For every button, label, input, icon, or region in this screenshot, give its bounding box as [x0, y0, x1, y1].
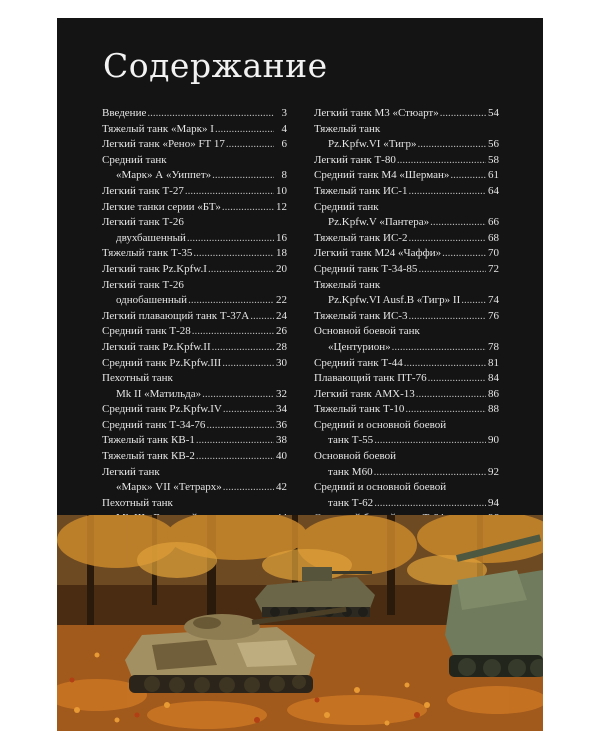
toc-leader-dots — [374, 433, 486, 449]
toc-entry-title: Тяжелый танк КВ-1 — [102, 434, 195, 447]
toc-page-number: 42 — [276, 481, 287, 494]
toc-entry-title: Легкий танк АМХ-13 — [314, 387, 415, 400]
toc-entry-title: Средний и основной боевой — [314, 418, 447, 431]
toc-entry-title: Введение — [102, 107, 147, 119]
toc-entry-title: однобашенный — [116, 294, 188, 307]
toc-entry-title: Легкий танк М3 «Стюарт» — [314, 107, 439, 119]
toc-entry-title: танк Т-55 — [328, 434, 374, 447]
toc-page-number: 58 — [488, 153, 499, 166]
toc-leader-dots — [418, 262, 486, 278]
toc-entry-title: Средний танк — [102, 153, 167, 166]
toc-page-number: 76 — [488, 309, 499, 322]
toc-leader-dots — [208, 262, 274, 278]
toc-leader-dots — [215, 122, 274, 138]
toc-page-number: 3 — [281, 107, 287, 119]
toc-leader-dots — [196, 449, 274, 465]
toc-leader-dots — [405, 402, 486, 418]
toc-entry-title: Тяжелый танк — [314, 122, 381, 135]
toc-entry[interactable] — [314, 278, 499, 309]
toc-entry[interactable] — [314, 168, 499, 184]
toc-page-number: 30 — [276, 356, 287, 369]
page-title: Содержание — [103, 46, 328, 85]
toc-entry-title: Pz.Kpfw.VI «Тигр» — [328, 138, 417, 151]
toc-entry[interactable] — [314, 184, 499, 200]
toc-leader-dots — [408, 231, 486, 247]
toc-page-number: 56 — [488, 138, 499, 151]
toc-entry[interactable] — [102, 449, 287, 465]
toc-page-number: 78 — [488, 340, 499, 353]
toc-entry[interactable] — [102, 122, 287, 138]
toc-page-number: 94 — [488, 496, 499, 509]
toc-leader-dots — [206, 418, 274, 434]
toc-leader-dots — [188, 293, 274, 309]
toc-entry-title: «Центурион» — [328, 340, 391, 353]
toc-entry-title: Легкие танки серии «БТ» — [102, 200, 221, 213]
toc-entry-title: «Марк» VII «Тетрарх» — [116, 481, 222, 494]
toc-entry[interactable] — [102, 200, 287, 216]
toc-page-number: 90 — [488, 434, 499, 447]
toc-entry[interactable] — [102, 433, 287, 449]
toc-leader-dots — [222, 356, 274, 372]
toc-entry-title: Тяжелый танк Т-10 — [314, 403, 405, 416]
toc-page-number: 40 — [276, 450, 287, 463]
toc-entry-title: Плавающий танк ПТ-76 — [314, 372, 427, 385]
toc-leader-dots — [442, 246, 486, 262]
toc-leader-dots — [430, 215, 486, 231]
toc-entry-title: Средний танк Т-44 — [314, 356, 403, 369]
toc-page-number: 24 — [276, 309, 287, 322]
toc-leader-dots — [187, 231, 274, 247]
toc-entry-title: Легкий танк Т-80 — [314, 153, 396, 166]
toc-entry[interactable] — [102, 340, 287, 356]
toc-entry[interactable] — [102, 184, 287, 200]
toc-entry[interactable] — [102, 356, 287, 372]
toc-entry-title: Средний танк Т-34-85 — [314, 262, 418, 275]
toc-leader-dots — [212, 340, 274, 356]
toc-entry[interactable] — [314, 200, 499, 231]
toc-page-number: 10 — [276, 184, 287, 197]
toc-entry-title: Средний танк Т-28 — [102, 325, 191, 338]
toc-leader-dots — [374, 465, 486, 481]
tanks-illustration — [57, 515, 543, 731]
toc-entry-title: Легкий танк — [102, 465, 160, 478]
toc-entry-title: Пехотный танк — [102, 496, 173, 509]
toc-page-number: 66 — [488, 216, 499, 229]
toc-page-number: 4 — [281, 122, 287, 135]
toc-leader-dots — [222, 200, 274, 216]
toc-entry[interactable] — [314, 106, 499, 122]
toc-leader-dots — [428, 371, 486, 387]
toc-page-number: 54 — [488, 107, 499, 119]
toc-entry[interactable] — [102, 402, 287, 418]
toc-page-number: 68 — [488, 231, 499, 244]
toc-entry[interactable] — [314, 153, 499, 169]
toc-page-number: 12 — [276, 200, 287, 213]
toc-entry-title: Тяжелый танк — [314, 278, 381, 291]
toc-page-number: 72 — [488, 262, 499, 275]
toc-entry-title: Тяжелый танк КВ-2 — [102, 450, 195, 463]
toc-leader-dots — [416, 387, 486, 403]
toc-entry[interactable] — [102, 371, 287, 402]
toc-leader-dots — [408, 309, 486, 325]
toc-leader-dots — [147, 106, 274, 122]
toc-entry-title: Тяжелый танк ИС-1 — [314, 184, 408, 197]
toc-entry-title: Основной боевой танк — [314, 325, 420, 338]
toc-page-number: 34 — [276, 403, 287, 416]
toc-entry-title: Тяжелый танк «Марк» I — [102, 122, 214, 135]
toc-leader-dots — [450, 168, 486, 184]
toc-entry-title: Легкий танк Pz.Kpfw.I — [102, 262, 207, 275]
toc-entry[interactable] — [314, 402, 499, 418]
toc-entry-title: Pz.Kpfw.VI Ausf.B «Тигр» II — [328, 294, 461, 307]
toc-entry[interactable] — [102, 215, 287, 246]
toc-entry[interactable] — [314, 262, 499, 278]
toc-entry-title: Основной боевой — [314, 450, 397, 463]
toc-entry-title: танк М60 — [328, 465, 373, 478]
toc-entry-title: Легкий танк Т-26 — [102, 278, 184, 291]
toc-leader-dots — [185, 184, 274, 200]
toc-leader-dots — [226, 137, 274, 153]
toc-leader-dots — [196, 433, 274, 449]
toc-entry-title: Средний танк Pz.Kpfw.IV — [102, 403, 222, 416]
toc-leader-dots — [404, 356, 486, 372]
toc-leader-dots — [392, 340, 486, 356]
toc-entry-title: Легкий плавающий танк Т-37А — [102, 309, 250, 322]
toc-entry[interactable] — [102, 278, 287, 309]
toc-entry-title: Тяжелый танк Т-35 — [102, 247, 193, 260]
toc-leader-dots — [193, 246, 274, 262]
toc-leader-dots — [202, 387, 274, 403]
toc-entry[interactable] — [314, 449, 499, 480]
toc-entry-title: двухбашенный — [116, 231, 186, 244]
toc-entry-title: Легкий танк М24 «Чаффи» — [314, 247, 442, 260]
toc-page-number: 32 — [276, 387, 287, 400]
toc-entry[interactable] — [102, 262, 287, 278]
toc-entry-title: Легкий танк «Рено» FT 17 — [102, 138, 225, 151]
toc-page-number: 70 — [488, 247, 499, 260]
toc-page-number: 81 — [488, 356, 499, 369]
book-page — [57, 18, 543, 731]
toc-page-number: 64 — [488, 184, 499, 197]
toc-entry-title: Легкий танк Т-27 — [102, 184, 184, 197]
toc-leader-dots — [250, 309, 274, 325]
toc-leader-dots — [223, 402, 274, 418]
toc-entry-title: Средний танк Т-34-76 — [102, 418, 206, 431]
toc-page-number: 20 — [276, 262, 287, 275]
toc-entry[interactable] — [314, 371, 499, 387]
toc-page-number: 36 — [276, 418, 287, 431]
toc-entry-title: Pz.Kpfw.V «Пантера» — [328, 216, 430, 229]
toc-page-number: 88 — [488, 403, 499, 416]
toc-leader-dots — [440, 106, 486, 122]
toc-entry-title: Средний и основной боевой — [314, 481, 447, 494]
toc-entry[interactable] — [102, 153, 287, 184]
toc-page-number: 18 — [276, 247, 287, 260]
toc-entry[interactable] — [314, 356, 499, 372]
toc-entry-title: Пехотный танк — [102, 372, 173, 385]
toc-page-number: 86 — [488, 387, 499, 400]
toc-page-number: 22 — [276, 294, 287, 307]
toc-page-number: 28 — [276, 340, 287, 353]
toc-entry[interactable] — [314, 324, 499, 355]
toc-leader-dots — [418, 137, 486, 153]
toc-entry[interactable] — [102, 309, 287, 325]
toc-entry[interactable] — [102, 106, 287, 122]
toc-page-number: 74 — [488, 294, 499, 307]
toc-entry-title: Средний танк Pz.Kpfw.III — [102, 356, 222, 369]
toc-entry[interactable] — [102, 465, 287, 496]
toc-entry-title: Средний танк — [314, 200, 379, 213]
toc-leader-dots — [397, 153, 486, 169]
toc-page-number: 84 — [488, 372, 499, 385]
toc-entry[interactable] — [314, 418, 499, 449]
toc-leader-dots — [374, 496, 486, 512]
toc-entry[interactable] — [314, 480, 499, 511]
toc-page-number: 92 — [488, 465, 499, 478]
toc-entry-title: Тяжелый танк ИС-2 — [314, 231, 408, 244]
toc-entry[interactable] — [314, 387, 499, 403]
toc-page-number: 61 — [488, 169, 499, 182]
toc-entry[interactable] — [102, 418, 287, 434]
toc-entry[interactable] — [314, 246, 499, 262]
toc-leader-dots — [408, 184, 486, 200]
toc-entry-title: Легкий танк Т-26 — [102, 216, 184, 229]
toc-entry-title: танк Т-62 — [328, 496, 374, 509]
toc-page-number: 16 — [276, 231, 287, 244]
toc-page-number: 6 — [281, 138, 287, 151]
tanks-photo — [57, 515, 543, 731]
toc-entry[interactable] — [314, 231, 499, 247]
toc-entry[interactable] — [314, 309, 499, 325]
toc-leader-dots — [223, 480, 274, 496]
toc-page-number: 38 — [276, 434, 287, 447]
toc-entry[interactable] — [314, 122, 499, 153]
toc-entry[interactable] — [102, 324, 287, 340]
toc-leader-dots — [192, 324, 274, 340]
toc-entry-title: Средний танк М4 «Шерман» — [314, 169, 450, 182]
toc-leader-dots — [212, 168, 274, 184]
toc-entry[interactable] — [102, 137, 287, 153]
toc-entry-title: «Марк» А «Уиппет» — [116, 169, 212, 182]
toc-entry[interactable] — [102, 246, 287, 262]
toc-entry-title: Mk II «Матильда» — [116, 387, 202, 400]
toc-page-number: 26 — [276, 325, 287, 338]
toc-entry-title: Тяжелый танк ИС-3 — [314, 309, 408, 322]
toc-entry-title: Легкий танк Pz.Kpfw.II — [102, 340, 211, 353]
toc-leader-dots — [461, 293, 486, 309]
toc-page-number: 8 — [281, 169, 287, 182]
